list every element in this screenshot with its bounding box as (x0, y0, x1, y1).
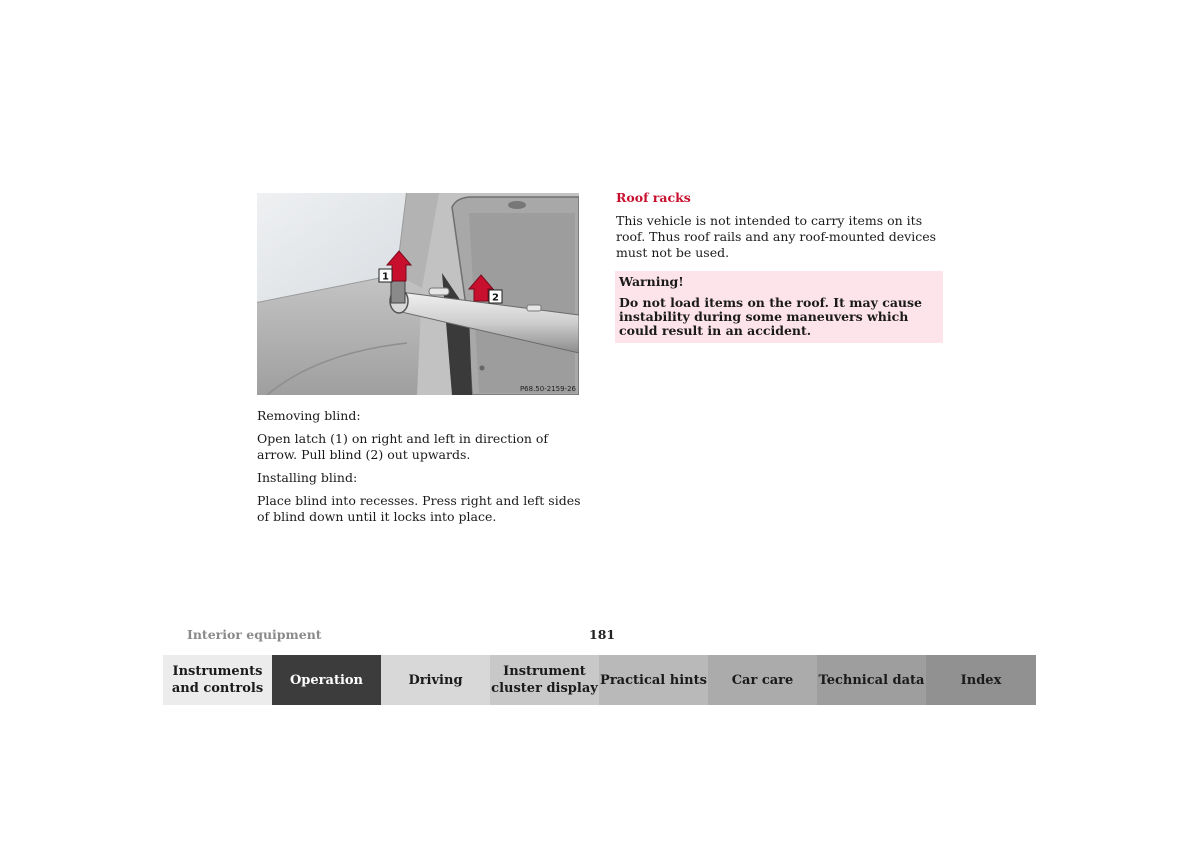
tab-practical-hints[interactable]: Practical hints (599, 655, 708, 705)
callout-2 (489, 290, 502, 304)
roof-racks-body: This vehicle is not intended to carry items on its roof. Thus roof rails and any roof-mounted devices must not be used. (616, 213, 937, 260)
roof-racks-section (616, 190, 946, 343)
tab-instrument-cluster-display[interactable]: Instrument cluster display (490, 655, 599, 705)
tab-operation[interactable]: Operation (272, 655, 381, 705)
tab-index[interactable]: Index (926, 655, 1036, 705)
page-number: 181 (589, 627, 616, 642)
cargo-blind-illustration (257, 193, 579, 395)
warning-title: Warning! (619, 274, 684, 289)
warning-box (615, 271, 943, 343)
tab-car-care[interactable]: Car care (708, 655, 817, 705)
warning-text: Do not load items on the roof. It may cause instability during some maneuvers which could result in an accident. (619, 295, 922, 338)
section-title: Roof racks (616, 190, 691, 205)
tab-technical-data[interactable]: Technical data (817, 655, 926, 705)
installing-text: Place blind into recesses. Press right and left sides of blind down until it locks into place. (257, 493, 581, 524)
tab-instruments-and-controls[interactable]: Instruments and controls (163, 655, 272, 705)
chapter-tabs (163, 655, 1036, 705)
callout-1-label: 1 (382, 271, 389, 283)
installing-heading: Installing blind: (257, 470, 358, 485)
callout-1 (379, 269, 392, 283)
blind-instructions (257, 408, 587, 532)
removing-text: Open latch (1) on right and left in direction of arrow. Pull blind (2) out upwards. (257, 431, 549, 462)
callout-2-label: 2 (492, 292, 499, 304)
figure-code: P68.50-2159-26 (519, 385, 576, 393)
tab-driving[interactable]: Driving (381, 655, 490, 705)
removing-heading: Removing blind: (257, 408, 361, 423)
footer-section-name: Interior equipment (187, 627, 322, 642)
